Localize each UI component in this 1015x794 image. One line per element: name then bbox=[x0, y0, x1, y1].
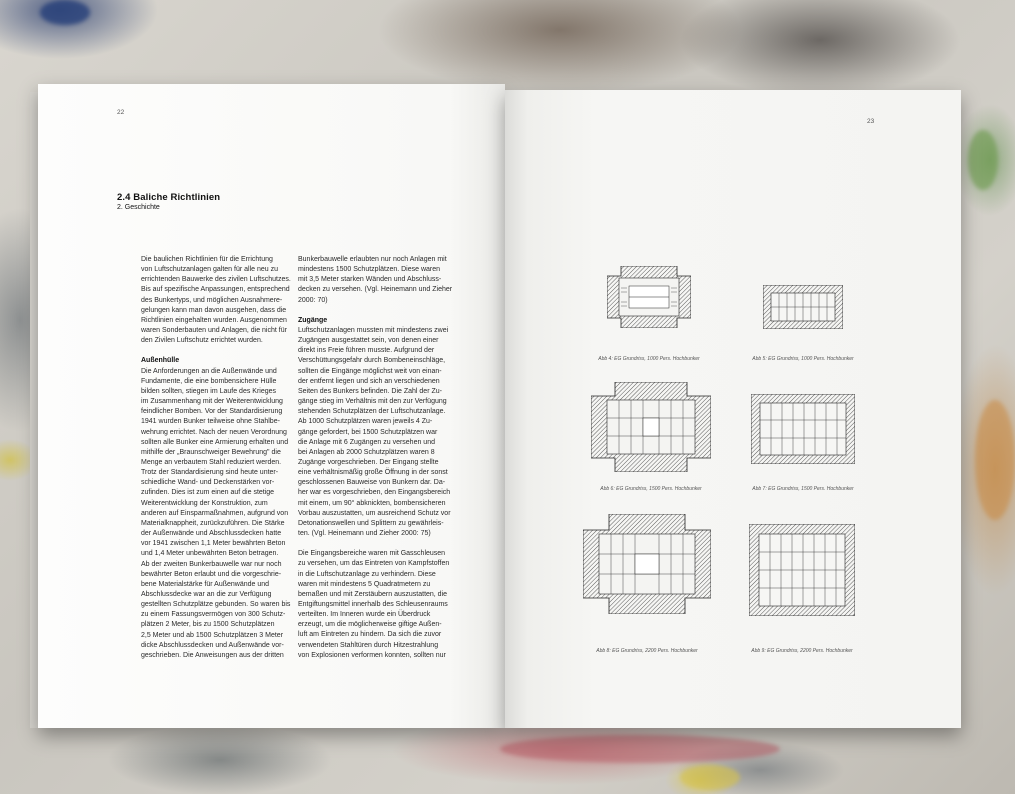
col1-line: den Zivilen Luftschutz errichtet wurden. bbox=[141, 337, 263, 345]
section-subtitle: 2. Geschichte bbox=[117, 204, 160, 211]
col2a-line: mindestens 1500 Schutzplätzen. Diese waren bbox=[298, 266, 441, 274]
caption-figure-9: Abb 9: EG Grundriss, 2200 Pers. Hochbunker bbox=[751, 648, 853, 654]
col1b-line: feindlicher Bomben. Vor der Standardisierung bbox=[141, 408, 283, 416]
col2c-line: luft am Eintreten zu hindern. Da sich die zuvor bbox=[298, 631, 442, 639]
col1b-line: Menge an verbautem Stahl reduziert werden. bbox=[141, 458, 282, 466]
col1b-line: Die Anforderungen an die Außenwände und bbox=[141, 367, 277, 375]
col1b-line: anderen auf Einsparmaßnahmen, aufgrund von bbox=[141, 509, 289, 517]
col2b-line: geschlossenen Bauweise von Bunkern dar. Da- bbox=[298, 479, 446, 487]
col2b-line: sollten die Eingänge möglichst weit von einan- bbox=[298, 367, 442, 375]
paint-stain bbox=[975, 400, 1015, 520]
col2c-line: in die Luftschutzanlage zu verhindern. Diese bbox=[298, 570, 436, 578]
col2a-line: decken zu versehen. (Vgl. Heinemann und Zieher bbox=[298, 286, 453, 294]
col1b-line: Fundamente, die eine bombensichere Hülle bbox=[141, 377, 277, 385]
col2b-line: ten. (Vgl. Heinemann und Zieher 2000: 75) bbox=[298, 530, 431, 538]
col1b-line: bewährter Beton erlaubt und die vorgeschrie- bbox=[141, 570, 282, 578]
col1b-line: Weiterentwicklung der Konstruktion, zum bbox=[141, 499, 268, 507]
col1b-line: 2,5 Meter und ab 1500 Schutzplätzen 3 Meter bbox=[141, 631, 284, 639]
col1b-line: 1941 wurden Bunker teilweise ohne Stahlbe- bbox=[141, 418, 280, 426]
col2b-line: Zugänge vorgeschrieben. Der Eingang stellte bbox=[298, 458, 439, 466]
col1-line: errichtenden Bauwerke des zivilen Luftschutzes. bbox=[141, 276, 291, 284]
floorplan-figure-5 bbox=[763, 285, 843, 329]
caption-figure-5: Abb 5: EG Grundriss, 1000 Pers. Hochbunker bbox=[752, 356, 854, 362]
col1b-line: im Zusammenhang mit der Weiterentwicklung bbox=[141, 398, 283, 406]
col2b-line: Ab 1000 Schutzplätzen waren jeweils 4 Zu- bbox=[298, 418, 433, 426]
col2a-line: Bunkerbauwelle erlaubten nur noch Anlagen mit bbox=[298, 256, 447, 263]
col1-line: Bis auf spezifische Anpassungen, entsprechend bbox=[141, 286, 290, 294]
right-page bbox=[505, 90, 961, 728]
section-heading bbox=[117, 192, 220, 211]
col2b-line: Detonationswellen und Splittern zu gewährleis- bbox=[298, 519, 444, 527]
col1b-line: zu einem Fassungsvermögen von 300 Schutz- bbox=[141, 611, 286, 619]
col1b-line: bene Materialstärke für Außenwände und bbox=[141, 580, 270, 588]
col2b-line: Verschüttungsgefahr durch Bombeneinschläge, bbox=[298, 357, 446, 365]
col2b-line: die Anlage mit 6 Zugängen zu versehen und bbox=[298, 438, 435, 446]
paint-stain bbox=[680, 765, 740, 790]
col2b-line: Vorbau auszustatten, um ausreichend Schutz vor bbox=[298, 509, 451, 517]
caption-figure-8: Abb 8: EG Grundriss, 2200 Pers. Hochbunker bbox=[596, 648, 698, 654]
col1-line: des Bunkertyps, und möglichen Ausnahmere- bbox=[141, 296, 283, 304]
col1b-line: mithilfe der „Braunschweiger Bewehrung" die bbox=[141, 448, 281, 456]
col2b-line: Seiten des Bunkers befinden. Die Zahl der Zu- bbox=[298, 387, 442, 395]
caption-figure-4: Abb 4: EG Grundriss, 1000 Pers. Hochbunker bbox=[598, 356, 700, 362]
col1-line: gelungen kann man davon ausgehen, dass die bbox=[141, 306, 287, 314]
col1b-line: schiedliche Wand- und Deckenstärken vor- bbox=[141, 479, 275, 487]
floorplan-figure-7 bbox=[751, 394, 855, 464]
col2b-line: gänge stieg im Verhältnis mit den zur Verfügung bbox=[298, 398, 447, 406]
col1-line: Die baulichen Richtlinien für die Errichtung bbox=[141, 256, 273, 263]
page-number-right: 23 bbox=[867, 118, 875, 125]
col2c-line: waren mit mindestens 5 Quadratmetern zu bbox=[298, 580, 431, 588]
floorplan-figure-6 bbox=[591, 382, 711, 472]
col1b-line: der Außenwände und Abschlussdecken hatte bbox=[141, 530, 282, 538]
col2b-line: Luftschutzanlagen mussten mit mindestens zwei bbox=[298, 326, 449, 334]
subheading-aussenhuelle: Außenhülle bbox=[141, 357, 180, 365]
col2c-line: bemaßen und mit Zerstäubern auszustatten, die bbox=[298, 590, 448, 598]
section-title: 2.4 Baliche Richtlinien bbox=[117, 192, 221, 203]
subheading-zugaenge: Zugänge bbox=[298, 316, 328, 324]
caption-figure-6: Abb 6: EG Grundriss, 1500 Pers. Hochbunker bbox=[600, 486, 702, 492]
floorplan-figure-8 bbox=[583, 514, 711, 614]
col2a-line: 2000: 70) bbox=[298, 296, 328, 304]
col1-line: waren Sonderbauten und Anlagen, die nicht für bbox=[141, 327, 287, 335]
paint-stain bbox=[500, 735, 780, 763]
col1b-line: bilden sollten, stiegen im Laufe des Krieges bbox=[141, 387, 277, 395]
col2b-line: der entfernt liegen und sich an verschiedenen bbox=[298, 377, 440, 385]
col1b-line: vor 1941 zwischen 1,1 Meter bewährten Beton bbox=[141, 540, 286, 548]
col2b-line: her war es vorgeschrieben, den Eingangsbereich bbox=[298, 489, 451, 497]
col2c-line: verteilten. Im Inneren wurde ein Überdruck bbox=[298, 611, 431, 619]
col1b-line: Ab der zweiten Bunkerbauwelle war nur noch bbox=[141, 560, 282, 568]
page-number-left: 22 bbox=[117, 109, 125, 116]
col1b-line: geschrieben. Die Anweisungen aus der dritten bbox=[141, 651, 284, 659]
col2c-line: zu versehen, um das Eintreten von Kampfstoffen bbox=[298, 560, 450, 568]
paint-stain bbox=[40, 0, 90, 25]
floorplan-figure-4 bbox=[607, 266, 691, 328]
col1b-line: und 1,4 Meter unbewährten Beton betragen. bbox=[141, 550, 279, 558]
left-page bbox=[38, 84, 505, 728]
col2b-line: stehenden Schutzplätzen der Luftschutzanlage. bbox=[298, 408, 446, 416]
col2b-line: Zugängen ausgestattet sein, von denen einer bbox=[298, 337, 439, 345]
caption-figure-7: Abb 7: EG Grundriss, 1500 Pers. Hochbunker bbox=[752, 486, 854, 492]
paint-stain bbox=[968, 130, 998, 190]
col1b-line: wehrung errichtet. Nach der neuen Verordnung bbox=[141, 428, 287, 436]
text-column-1 bbox=[141, 255, 321, 661]
col2c-line: Die Eingangsbereiche waren mit Gasschleusen bbox=[298, 550, 446, 558]
col2b-line: gänge gefordert, bei 1500 Schutzplätzen war bbox=[298, 428, 438, 436]
col1b-line: zufinden. Dies ist zum einen auf die stetige bbox=[141, 489, 275, 497]
col2b-line: direkt ins Freie führen musste. Aufgrund der bbox=[298, 347, 435, 355]
text-column-2 bbox=[298, 255, 478, 661]
col1-line: Richtlinien eingehalten wurden. Ausgenommen bbox=[141, 316, 287, 324]
col2c-line: von Explosionen verformen konnten, sollten nur bbox=[298, 651, 446, 659]
col2c-line: Entgiftungsmittel innerhalb des Schleusenraums bbox=[298, 601, 448, 608]
col2c-line: verwendeten Stahltüren durch Hitzestrahlung bbox=[298, 641, 439, 649]
col1b-line: sollten alle Bunker eine Armierung erhalten und bbox=[141, 438, 289, 446]
col1b-line: plätzen 2 Meter, bis zu 1500 Schutzplätzen bbox=[141, 621, 275, 629]
floorplan-figure-9 bbox=[749, 524, 855, 616]
col1b-line: Trotz der Standardisierung sind heute unter- bbox=[141, 469, 279, 477]
col1b-line: Materialknappheit, zurückzuführen. Die Stärke bbox=[141, 519, 285, 527]
col2c-line: erzeugt, um die möglicherweise giftige Außen- bbox=[298, 621, 442, 629]
col1-line: von Luftschutzanlagen galten für alle neu zu bbox=[141, 266, 278, 274]
col2b-line: eine verhältnismäßig große Öffnung in der sonst bbox=[298, 469, 448, 477]
col1b-line: dicke Abschlussdecken und Außenwände vor- bbox=[141, 641, 284, 649]
col1b-line: Abschlussdecke war an die zur Verfügung bbox=[141, 591, 272, 598]
col2b-line: bei Anlagen ab 2000 Schutzplätzen waren 8 bbox=[298, 448, 435, 456]
col1b-line: gestellten Schutzplätze gebunden. So waren bis bbox=[141, 601, 291, 609]
col2b-line: mit einem, um 90° abknickten, bombensicheren bbox=[298, 499, 446, 507]
col2a-line: mit 3,5 Meter starken Wänden und Abschluss- bbox=[298, 276, 442, 284]
